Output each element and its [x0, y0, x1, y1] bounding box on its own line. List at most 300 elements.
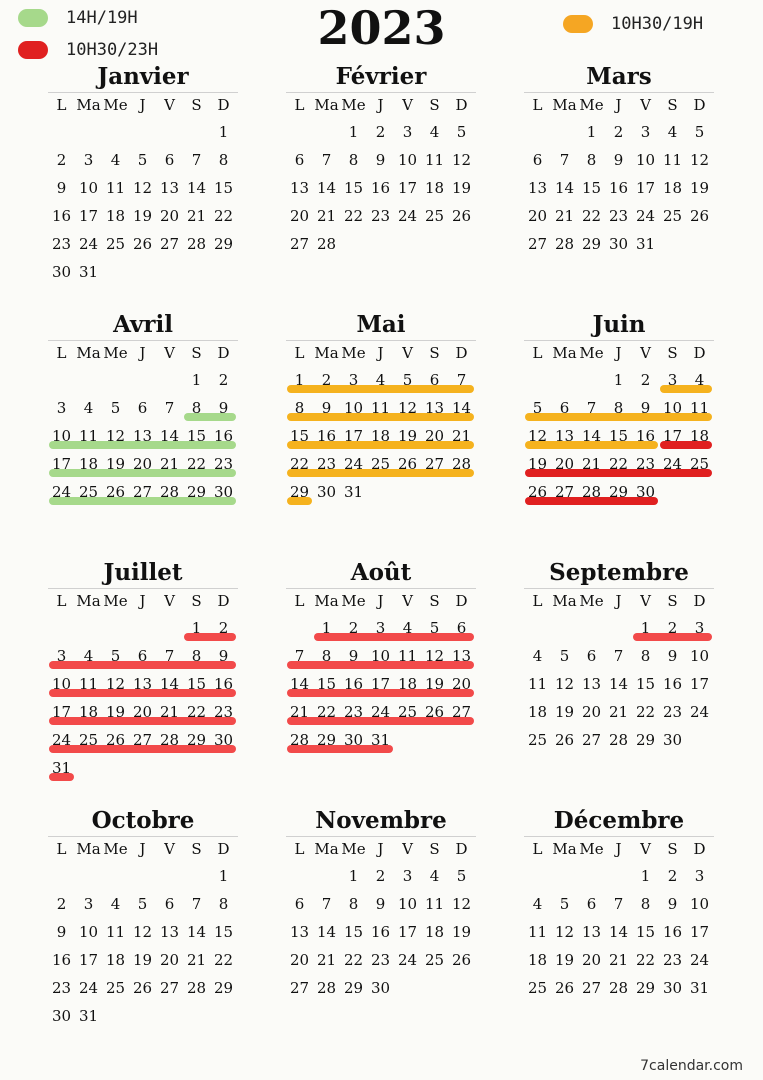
day-cell: 3	[667, 371, 678, 389]
day-cell: 11	[424, 151, 445, 169]
day-grid	[286, 862, 476, 1030]
day-cell: 19	[105, 455, 126, 473]
day-cell: 21	[289, 703, 310, 721]
day-cell: 4	[429, 123, 440, 141]
legend-swatch-green	[18, 9, 48, 27]
day-cell: 1	[640, 619, 651, 637]
day-cell: 16	[213, 427, 234, 445]
day-cell: 14	[608, 923, 629, 941]
day-cell: 26	[132, 979, 153, 997]
weekday-label: J	[615, 592, 622, 610]
month-11	[286, 806, 476, 1030]
weekday-label: J	[615, 96, 622, 114]
day-cell: 5	[429, 619, 440, 637]
day-cell: 3	[375, 619, 386, 637]
weekday-label: Ma	[314, 592, 339, 610]
weekday-label: L	[294, 840, 305, 858]
day-cell: 24	[51, 483, 72, 501]
weekday-label: L	[294, 344, 305, 362]
day-cell: 30	[343, 731, 364, 749]
day-cell: 25	[105, 235, 126, 253]
day-grid	[286, 118, 476, 286]
weekday-header	[524, 836, 714, 862]
day-cell: 12	[554, 675, 575, 693]
day-cell: 15	[343, 179, 364, 197]
day-cell: 12	[451, 151, 472, 169]
day-cell: 9	[640, 399, 651, 417]
weekday-label: J	[139, 840, 146, 858]
day-cell: 11	[527, 923, 548, 941]
day-cell: 4	[83, 647, 94, 665]
month-8	[286, 558, 476, 782]
day-cell: 28	[554, 235, 575, 253]
day-cell: 7	[294, 647, 305, 665]
weekday-header	[524, 588, 714, 614]
day-cell: 26	[397, 455, 418, 473]
weekday-label: V	[402, 592, 413, 610]
weekday-label: S	[191, 96, 202, 114]
day-cell: 12	[397, 399, 418, 417]
month-title: Décembre	[553, 807, 685, 834]
weekday-label: Ma	[552, 344, 577, 362]
weekday-label: D	[217, 96, 230, 114]
weekday-label: J	[377, 96, 384, 114]
day-cell: 4	[83, 399, 94, 417]
day-cell: 7	[164, 399, 175, 417]
day-cell: 9	[348, 647, 359, 665]
day-cell: 4	[429, 867, 440, 885]
day-cell: 13	[424, 399, 445, 417]
day-cell: 8	[191, 399, 202, 417]
day-cell: 5	[456, 867, 467, 885]
weekday-label: J	[139, 592, 146, 610]
day-cell: 25	[370, 455, 391, 473]
day-cell: 15	[213, 179, 234, 197]
weekday-label: Ma	[314, 96, 339, 114]
day-cell: 29	[186, 731, 207, 749]
weekday-label: V	[402, 96, 413, 114]
month-title: Juin	[592, 311, 646, 338]
day-cell: 27	[424, 455, 445, 473]
weekday-label: Me	[103, 344, 128, 362]
day-cell: 15	[343, 923, 364, 941]
day-cell: 5	[402, 371, 413, 389]
day-cell: 27	[289, 979, 310, 997]
day-cell: 2	[613, 123, 624, 141]
day-cell: 17	[635, 179, 656, 197]
day-cell: 9	[375, 151, 386, 169]
weekday-label: L	[56, 96, 67, 114]
weekday-label: S	[429, 592, 440, 610]
day-cell: 20	[132, 455, 153, 473]
day-cell: 24	[397, 951, 418, 969]
day-cell: 25	[397, 703, 418, 721]
day-cell: 16	[662, 675, 683, 693]
day-cell: 25	[527, 731, 548, 749]
day-grid	[48, 614, 238, 782]
day-cell: 8	[640, 895, 651, 913]
day-cell: 9	[667, 647, 678, 665]
day-cell: 1	[586, 123, 597, 141]
day-cell: 5	[559, 647, 570, 665]
day-cell: 10	[397, 895, 418, 913]
day-cell: 30	[635, 483, 656, 501]
day-cell: 30	[316, 483, 337, 501]
day-cell: 25	[105, 979, 126, 997]
day-cell: 1	[613, 371, 624, 389]
day-cell: 24	[689, 951, 710, 969]
weekday-label: Ma	[76, 840, 101, 858]
day-cell: 8	[640, 647, 651, 665]
day-cell: 10	[370, 647, 391, 665]
weekday-label: Me	[103, 96, 128, 114]
day-cell: 19	[554, 703, 575, 721]
day-cell: 11	[105, 923, 126, 941]
day-cell: 1	[348, 123, 359, 141]
day-cell: 10	[397, 151, 418, 169]
day-cell: 18	[424, 923, 445, 941]
day-cell: 29	[608, 483, 629, 501]
day-cell: 1	[218, 123, 229, 141]
day-cell: 30	[51, 263, 72, 281]
day-cell: 22	[343, 207, 364, 225]
day-cell: 30	[370, 979, 391, 997]
day-cell: 12	[689, 151, 710, 169]
day-cell: 16	[370, 179, 391, 197]
day-cell: 14	[451, 399, 472, 417]
weekday-label: J	[139, 96, 146, 114]
day-cell: 31	[689, 979, 710, 997]
weekday-label: Me	[579, 344, 604, 362]
day-cell: 21	[608, 951, 629, 969]
day-cell: 23	[343, 703, 364, 721]
day-cell: 11	[78, 675, 99, 693]
day-cell: 10	[689, 895, 710, 913]
weekday-label: D	[693, 344, 706, 362]
weekday-label: Ma	[76, 344, 101, 362]
day-cell: 26	[424, 703, 445, 721]
day-cell: 2	[640, 371, 651, 389]
day-cell: 1	[640, 867, 651, 885]
weekday-label: V	[640, 592, 651, 610]
day-cell: 10	[78, 179, 99, 197]
day-cell: 23	[662, 703, 683, 721]
day-cell: 18	[527, 703, 548, 721]
day-cell: 20	[289, 207, 310, 225]
day-cell: 30	[662, 731, 683, 749]
weekday-label: L	[56, 344, 67, 362]
day-cell: 19	[132, 951, 153, 969]
day-cell: 6	[294, 151, 305, 169]
day-cell: 16	[51, 207, 72, 225]
day-cell: 27	[554, 483, 575, 501]
day-cell: 1	[191, 371, 202, 389]
day-cell: 28	[451, 455, 472, 473]
day-cell: 18	[105, 207, 126, 225]
day-cell: 22	[581, 207, 602, 225]
day-cell: 21	[608, 703, 629, 721]
day-cell: 13	[581, 923, 602, 941]
weekday-label: J	[377, 592, 384, 610]
day-cell: 2	[667, 867, 678, 885]
day-cell: 16	[51, 951, 72, 969]
day-cell: 18	[397, 675, 418, 693]
weekday-header	[524, 340, 714, 366]
day-cell: 11	[689, 399, 710, 417]
day-cell: 24	[397, 207, 418, 225]
weekday-label: L	[294, 96, 305, 114]
day-cell: 17	[662, 427, 683, 445]
day-cell: 5	[532, 399, 543, 417]
weekday-label: S	[429, 344, 440, 362]
weekday-label: D	[217, 344, 230, 362]
day-cell: 7	[321, 895, 332, 913]
day-cell: 29	[213, 235, 234, 253]
weekday-label: V	[640, 344, 651, 362]
day-cell: 16	[635, 427, 656, 445]
day-cell: 13	[159, 179, 180, 197]
day-cell: 17	[51, 455, 72, 473]
day-cell: 21	[186, 951, 207, 969]
day-cell: 18	[78, 455, 99, 473]
legend-label: 10H30/23H	[66, 40, 159, 60]
day-cell: 9	[667, 895, 678, 913]
day-cell: 22	[213, 951, 234, 969]
day-cell: 19	[424, 675, 445, 693]
weekday-label: Ma	[314, 344, 339, 362]
day-cell: 31	[78, 263, 99, 281]
day-cell: 2	[667, 619, 678, 637]
day-cell: 23	[370, 951, 391, 969]
weekday-label: V	[640, 840, 651, 858]
day-cell: 21	[581, 455, 602, 473]
day-cell: 5	[694, 123, 705, 141]
day-cell: 20	[581, 951, 602, 969]
day-cell: 3	[83, 151, 94, 169]
day-cell: 22	[213, 207, 234, 225]
weekday-header	[48, 340, 238, 366]
day-cell: 11	[662, 151, 683, 169]
weekday-label: J	[615, 840, 622, 858]
day-cell: 22	[316, 703, 337, 721]
day-cell: 27	[581, 979, 602, 997]
day-cell: 2	[56, 895, 67, 913]
day-cell: 6	[164, 151, 175, 169]
day-cell: 16	[213, 675, 234, 693]
day-cell: 31	[370, 731, 391, 749]
weekday-label: Me	[579, 592, 604, 610]
day-cell: 26	[132, 235, 153, 253]
day-grid	[524, 614, 714, 782]
weekday-label: S	[667, 344, 678, 362]
weekday-label: S	[429, 96, 440, 114]
month-2	[286, 62, 476, 286]
day-cell: 24	[689, 703, 710, 721]
day-cell: 27	[159, 235, 180, 253]
day-cell: 22	[635, 703, 656, 721]
weekday-label: Me	[103, 592, 128, 610]
day-cell: 29	[186, 483, 207, 501]
day-cell: 29	[289, 483, 310, 501]
day-cell: 19	[451, 179, 472, 197]
weekday-label: D	[455, 592, 468, 610]
day-cell: 30	[662, 979, 683, 997]
weekday-label: D	[455, 840, 468, 858]
weekday-header	[48, 92, 238, 118]
month-title: Avril	[113, 311, 173, 338]
day-cell: 4	[402, 619, 413, 637]
day-cell: 6	[532, 151, 543, 169]
weekday-header	[286, 92, 476, 118]
day-cell: 19	[689, 179, 710, 197]
day-cell: 14	[186, 923, 207, 941]
month-5	[286, 310, 476, 534]
day-cell: 18	[424, 179, 445, 197]
weekday-label: Ma	[552, 96, 577, 114]
day-cell: 24	[370, 703, 391, 721]
day-cell: 6	[586, 647, 597, 665]
weekday-label: V	[164, 96, 175, 114]
day-cell: 17	[78, 207, 99, 225]
day-cell: 18	[78, 703, 99, 721]
day-cell: 12	[527, 427, 548, 445]
weekday-label: Ma	[552, 592, 577, 610]
day-cell: 24	[635, 207, 656, 225]
day-cell: 4	[667, 123, 678, 141]
month-title: Juillet	[103, 559, 183, 586]
day-cell: 3	[56, 647, 67, 665]
day-cell: 17	[343, 427, 364, 445]
day-cell: 29	[635, 979, 656, 997]
day-cell: 14	[186, 179, 207, 197]
day-cell: 17	[78, 951, 99, 969]
day-grid	[524, 118, 714, 286]
day-cell: 5	[456, 123, 467, 141]
weekday-label: Me	[341, 592, 366, 610]
day-cell: 23	[635, 455, 656, 473]
weekday-label: J	[615, 344, 622, 362]
month-title: Octobre	[91, 807, 195, 834]
day-cell: 19	[105, 703, 126, 721]
day-cell: 2	[375, 867, 386, 885]
day-cell: 23	[662, 951, 683, 969]
day-cell: 3	[402, 123, 413, 141]
day-cell: 10	[662, 399, 683, 417]
weekday-label: S	[667, 592, 678, 610]
day-cell: 8	[613, 399, 624, 417]
day-cell: 28	[608, 731, 629, 749]
day-cell: 12	[451, 895, 472, 913]
day-cell: 15	[581, 179, 602, 197]
month-1	[48, 62, 238, 286]
weekday-header	[48, 836, 238, 862]
month-title: Novembre	[315, 807, 447, 834]
weekday-label: S	[429, 840, 440, 858]
day-cell: 15	[213, 923, 234, 941]
day-cell: 16	[662, 923, 683, 941]
day-cell: 14	[554, 179, 575, 197]
day-cell: 17	[370, 675, 391, 693]
day-cell: 17	[689, 675, 710, 693]
day-cell: 25	[424, 207, 445, 225]
day-cell: 24	[343, 455, 364, 473]
day-cell: 24	[78, 979, 99, 997]
day-cell: 29	[343, 979, 364, 997]
day-cell: 7	[191, 895, 202, 913]
day-cell: 28	[186, 979, 207, 997]
weekday-label: Ma	[76, 96, 101, 114]
day-cell: 6	[586, 895, 597, 913]
day-cell: 28	[159, 483, 180, 501]
month-10	[48, 806, 238, 1030]
weekday-label: D	[217, 592, 230, 610]
day-cell: 22	[343, 951, 364, 969]
weekday-label: J	[377, 840, 384, 858]
day-grid	[286, 614, 476, 782]
day-cell: 20	[159, 207, 180, 225]
day-cell: 23	[608, 207, 629, 225]
day-cell: 15	[186, 675, 207, 693]
legend-swatch-orange	[563, 15, 593, 33]
month-title: Septembre	[549, 559, 689, 586]
weekday-label: S	[667, 840, 678, 858]
day-cell: 14	[289, 675, 310, 693]
day-cell: 27	[451, 703, 472, 721]
day-cell: 3	[83, 895, 94, 913]
day-cell: 21	[451, 427, 472, 445]
day-cell: 12	[132, 179, 153, 197]
month-title: Janvier	[97, 63, 189, 90]
day-cell: 15	[316, 675, 337, 693]
day-cell: 22	[608, 455, 629, 473]
day-cell: 23	[370, 207, 391, 225]
day-cell: 4	[532, 647, 543, 665]
legend-item-evening	[18, 40, 158, 60]
day-cell: 1	[218, 867, 229, 885]
weekday-label: Me	[341, 96, 366, 114]
day-cell: 19	[554, 951, 575, 969]
weekday-label: L	[56, 840, 67, 858]
day-cell: 23	[316, 455, 337, 473]
day-cell: 13	[527, 179, 548, 197]
day-cell: 18	[105, 951, 126, 969]
weekday-label: D	[693, 592, 706, 610]
day-cell: 6	[137, 647, 148, 665]
day-cell: 16	[316, 427, 337, 445]
day-cell: 8	[348, 151, 359, 169]
day-cell: 12	[105, 675, 126, 693]
day-cell: 17	[397, 923, 418, 941]
day-cell: 12	[105, 427, 126, 445]
day-cell: 12	[554, 923, 575, 941]
weekday-label: L	[532, 592, 543, 610]
day-cell: 30	[213, 731, 234, 749]
legend-item-day	[563, 14, 703, 34]
weekday-label: D	[217, 840, 230, 858]
day-cell: 22	[186, 703, 207, 721]
day-cell: 4	[110, 151, 121, 169]
weekday-label: Ma	[552, 840, 577, 858]
day-cell: 21	[554, 207, 575, 225]
day-cell: 7	[191, 151, 202, 169]
weekday-header	[286, 836, 476, 862]
day-cell: 6	[559, 399, 570, 417]
day-cell: 20	[132, 703, 153, 721]
month-7	[48, 558, 238, 782]
day-cell: 21	[316, 207, 337, 225]
day-cell: 20	[289, 951, 310, 969]
day-cell: 8	[218, 151, 229, 169]
